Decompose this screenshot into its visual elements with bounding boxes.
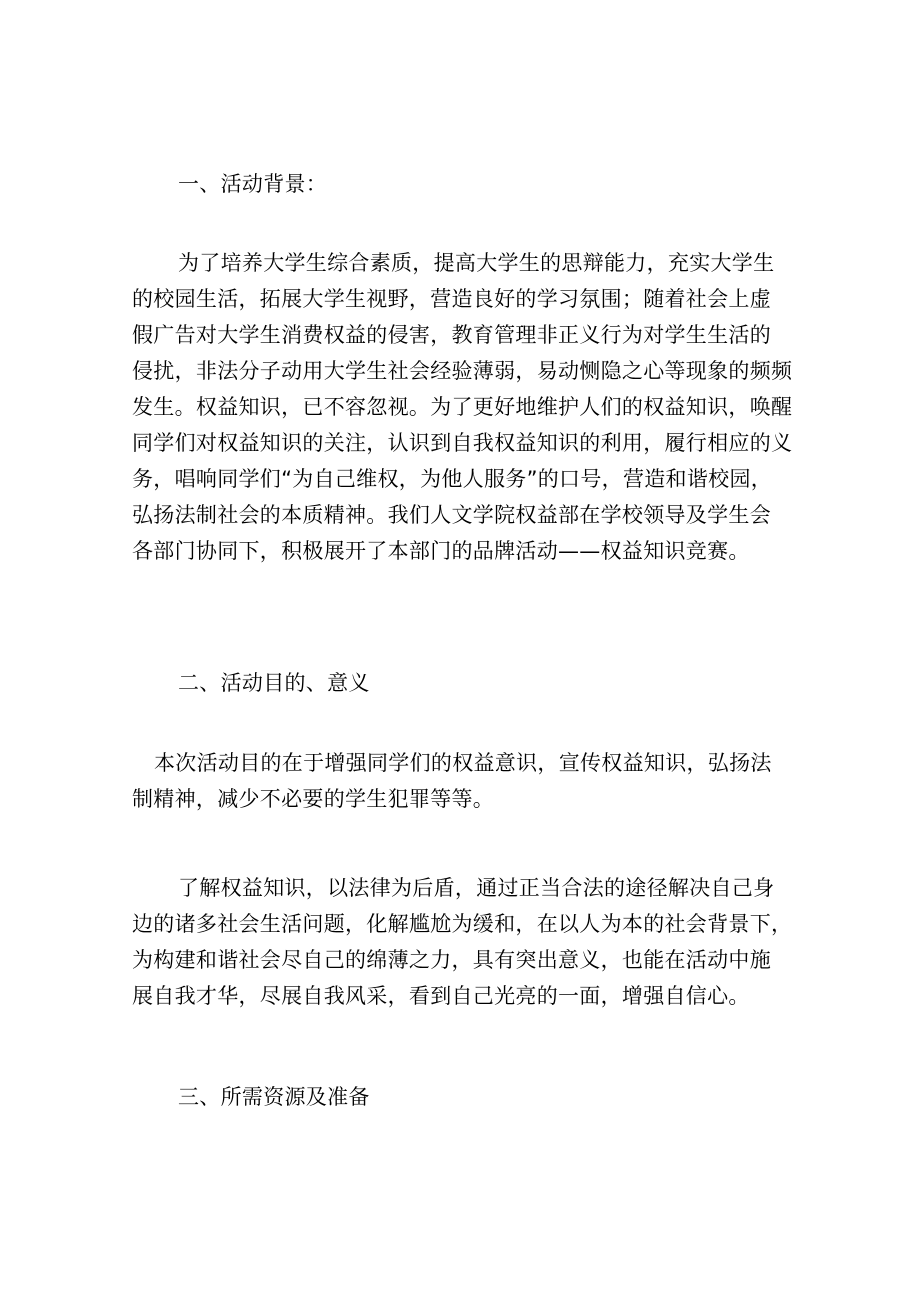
paragraph-background bbox=[132, 245, 800, 569]
paragraph-line: 同学们对权益知识的关注，认识到自我权益知识的利用，履行相应的义 bbox=[132, 431, 793, 455]
section-heading-background bbox=[132, 166, 800, 202]
paragraph-line: 制精神，减少不必要的学生犯罪等等。 bbox=[132, 787, 495, 811]
paragraph-line: 为了培养大学生综合素质，提高大学生的思辩能力，充实大学生 bbox=[178, 251, 775, 275]
paragraph-line: 边的诸多社会生活问题，化解尴尬为缓和，在以人为本的社会背景下， bbox=[132, 912, 793, 936]
section-heading-resources bbox=[132, 1079, 800, 1115]
paragraph-line: 的校园生活，拓展大学生视野，营造良好的学习氛围；随着社会上虚 bbox=[132, 287, 771, 311]
paragraph-line: 弘扬法制社会的本质精神。我们人文学院权益部在学校领导及学生会 bbox=[132, 503, 771, 527]
paragraph-line: 发生。权益知识，已不容忽视。为了更好地维护人们的权益知识，唤醒 bbox=[132, 395, 793, 419]
paragraph-line: 本次活动目的在于增强同学们的权益意识，宣传权益知识，弘扬法 bbox=[154, 751, 772, 775]
heading-text: 二、活动目的、意义 bbox=[178, 671, 370, 695]
heading-text: 一、活动背景： bbox=[178, 172, 328, 196]
paragraph-line: 展自我才华，尽展自我风采，看到自己光亮的一面，增强自信心。 bbox=[132, 984, 750, 1008]
paragraph-line: 为构建和谐社会尽自己的绵薄之力，具有突出意义，也能在活动中施 bbox=[132, 948, 771, 972]
section-heading-purpose bbox=[132, 665, 800, 701]
paragraph-purpose-1 bbox=[132, 745, 800, 817]
paragraph-line: 侵扰，非法分子动用大学生社会经验薄弱，易动恻隐之心等现象的频频 bbox=[132, 359, 793, 383]
paragraph-line: 了解权益知识，以法律为后盾，通过正当合法的途径解决自己身 bbox=[178, 876, 775, 900]
paragraph-line: 务，唱响同学们“为自己维权，为他人服务”的口号，营造和谐校园， bbox=[132, 467, 773, 491]
paragraph-line: 假广告对大学生消费权益的侵害，教育管理非正义行为对学生生活的 bbox=[132, 323, 771, 347]
paragraph-purpose-2 bbox=[132, 870, 800, 1014]
paragraph-line: 各部门协同下，积极展开了本部门的品牌活动——权益知识竞赛。 bbox=[132, 539, 750, 563]
heading-text: 三、所需资源及准备 bbox=[178, 1085, 370, 1109]
